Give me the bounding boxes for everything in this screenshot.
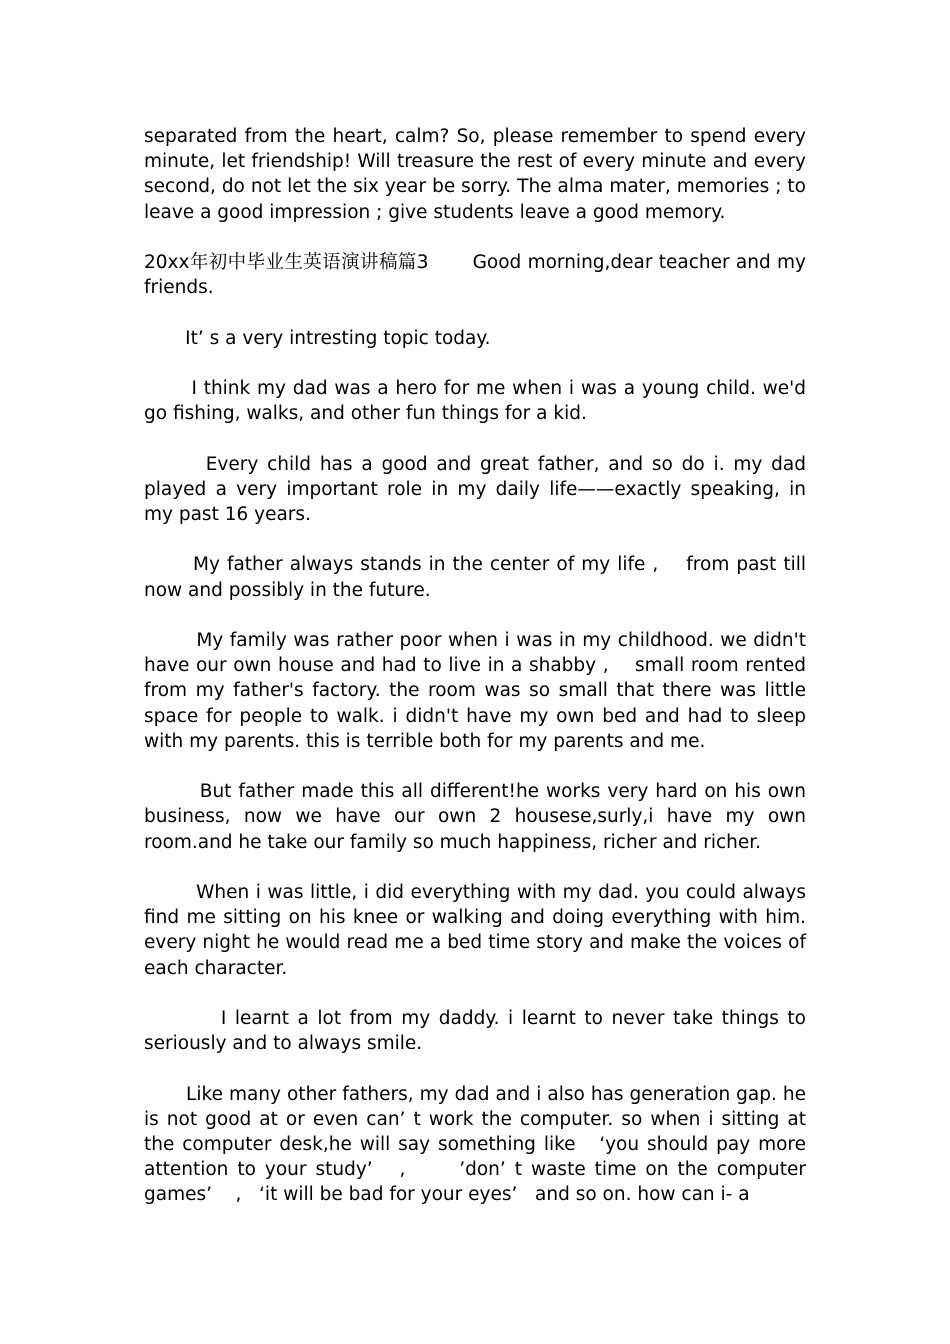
paragraph-10: I learnt a lot from my daddy. i learnt to never take things to seriously and to always smile. xyxy=(144,1007,812,1055)
section-heading-paragraph: 20xx年初中毕业生英语演讲稿篇3 Good morning,dear teacher and my friends. xyxy=(144,252,812,299)
paragraph-5: Every child has a good and great father, and so do i. my dad played a very important role in my daily life——exactly speaking, in my past 16 years. xyxy=(144,453,812,525)
paragraph-6: My father always stands in the center of my life , from past till now and possibly in the future. xyxy=(144,554,812,601)
paragraph-11: Like many other fathers, my dad and i also has generation gap. he is not good at or even can’ t work the computer. so when i sitting at the computer desk,he will say something like ‘you should pay more attention to your study’ , ’don’ t waste time on the computer games’ , ‘it will be bad for your eyes’ and so on. how can i- a xyxy=(144,1083,812,1206)
document-body xyxy=(144,124,812,1208)
paragraph-7: My family was rather poor when i was in my childhood. we didn't have our own house and had to live in a shabby , small room rented from my father's factory. the room was so small that there was little space for people to walk. i didn't have my own bed and had to sleep with my parents. this is terrible both for my parents and me. xyxy=(144,629,812,752)
paragraph-3: It’ s a very intresting topic today. xyxy=(144,327,491,349)
paragraph-9: When i was little, i did everything with my dad. you could always find me sitting on his knee or walking and doing everything with him. every night he would read me a bed time story and make the voices of each character. xyxy=(144,881,812,979)
paragraph-1: separated from the heart, calm? So, please remember to spend every minute, let friendship! Will treasure the rest of every minute and every second, do not let the six year be sorry. The alma mater, memories ; to leave a good impression ; give students leave a good memory. xyxy=(144,126,812,223)
paragraph-4: I think my dad was a hero for me when i was a young child. we'd go fishing, walks, and other fun things for a kid. xyxy=(144,377,812,425)
paragraph-8: But father made this all different!he works very hard on his own business, now we have our own 2 housese,surly,i have my own room.and he take our family so much happiness, richer and richer. xyxy=(144,781,812,853)
